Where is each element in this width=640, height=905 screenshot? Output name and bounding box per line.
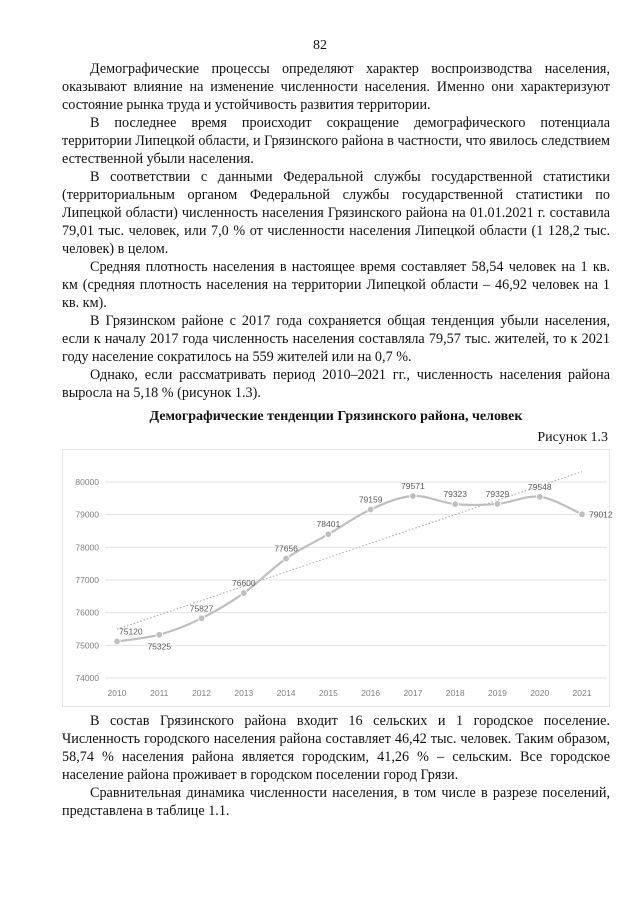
data-label: 79012	[589, 509, 613, 520]
data-label: 79548	[527, 481, 552, 492]
paragraph: Сравнительная динамика численности населения, в том числе в разрезе поселений, представлена в таблице 1.1.	[62, 785, 610, 819]
data-point	[452, 501, 459, 508]
data-point	[156, 631, 163, 638]
paragraph: Однако, если рассматривать период 2010–2021 гг., численность населения района выросла на 5,18 % (рисунок 1.3).	[62, 367, 610, 401]
data-point	[367, 506, 374, 513]
y-tick-label: 77000	[75, 575, 99, 585]
x-tick-label: 2019	[487, 688, 507, 698]
data-label: 78401	[316, 519, 341, 530]
paragraph: Демографические процессы определяют характер воспроизводства населения, оказывают влияние на изменение численности населения. Именно они характеризуют состояние рынка труда и устойчивость развития территории.	[62, 61, 610, 113]
data-point	[198, 615, 205, 622]
x-tick-label: 2010	[107, 688, 127, 698]
data-point	[494, 501, 501, 508]
body-text-bottom	[62, 712, 610, 820]
x-tick-label: 2014	[276, 688, 296, 698]
page-number: 82	[313, 38, 327, 53]
data-label: 79159	[358, 494, 383, 505]
data-label: 79329	[485, 488, 510, 499]
x-tick-label: 2013	[234, 688, 254, 698]
data-point	[241, 590, 248, 597]
y-tick-label: 80000	[75, 477, 99, 487]
body-text-top	[62, 60, 610, 402]
y-tick-label: 75000	[75, 640, 99, 651]
data-label: 77656	[274, 543, 298, 554]
data-point	[325, 531, 332, 538]
paragraph: В соответствии с данными Федеральной службы государственной статистики (территориальным органом Федеральной службы государственной статистики по Липецкой области) численность населения Грязинского района на 01.01.2021 г. составила 79,01 тыс. человек, или 7,0 % от численности населения Липецкой области (1 128,2 тыс. человек) в целом.	[62, 169, 610, 257]
data-label: 75325	[147, 641, 172, 652]
data-point	[410, 493, 417, 500]
x-tick-label: 2020	[530, 688, 550, 698]
x-tick-label: 2017	[403, 688, 423, 698]
population-line-chart	[62, 449, 613, 707]
figure-label: Рисунок 1.3	[537, 430, 608, 445]
x-tick-label: 2015	[318, 688, 338, 698]
data-point	[536, 493, 543, 500]
data-label: 75827	[189, 603, 214, 614]
data-label: 79571	[401, 481, 425, 492]
data-label: 79323	[443, 489, 468, 500]
data-label: 76600	[231, 578, 256, 589]
data-label: 75120	[119, 626, 143, 637]
y-tick-label: 74000	[75, 673, 99, 683]
chart-title: Демографические тенденции Грязинского района, человек	[149, 409, 523, 424]
paragraph: Средняя плотность населения в настоящее время составляет 58,54 человек на 1 кв. км (средняя плотность населения на территории Липецкой области – 46,92 человек на 1 кв. км).	[62, 259, 610, 311]
x-tick-label: 2016	[361, 688, 381, 698]
paragraph: В Грязинском районе с 2017 года сохраняется общая тенденция убыли населения, если к началу 2017 года численность населения составляла 79,57 тыс. жителей, то к 2021 году население сократилось на 559 жителей или на 0,7 %.	[62, 313, 610, 365]
x-tick-label: 2018	[445, 688, 465, 698]
data-point	[114, 638, 121, 645]
x-tick-label: 2011	[150, 688, 169, 698]
data-point	[283, 555, 290, 562]
data-point	[579, 511, 586, 518]
y-tick-label: 79000	[75, 509, 99, 520]
paragraph: В последнее время происходит сокращение демографического потенциала территории Липецкой области, и Грязинского района в частности, что явилось следствием естественной убыли населения.	[62, 115, 610, 167]
paragraph: В состав Грязинского района входит 16 сельских и 1 городское поселение. Численность городского населения района составляет 46,42 тыс. человек. Таким образом, 58,74 % населения района является городским, 41,26 % – сельским. Все городское население района проживает в городском поселении город Грязи.	[62, 713, 610, 783]
y-tick-label: 76000	[75, 607, 99, 618]
x-tick-label: 2021	[572, 688, 592, 698]
x-tick-label: 2012	[192, 688, 212, 698]
y-tick-label: 78000	[75, 542, 99, 553]
